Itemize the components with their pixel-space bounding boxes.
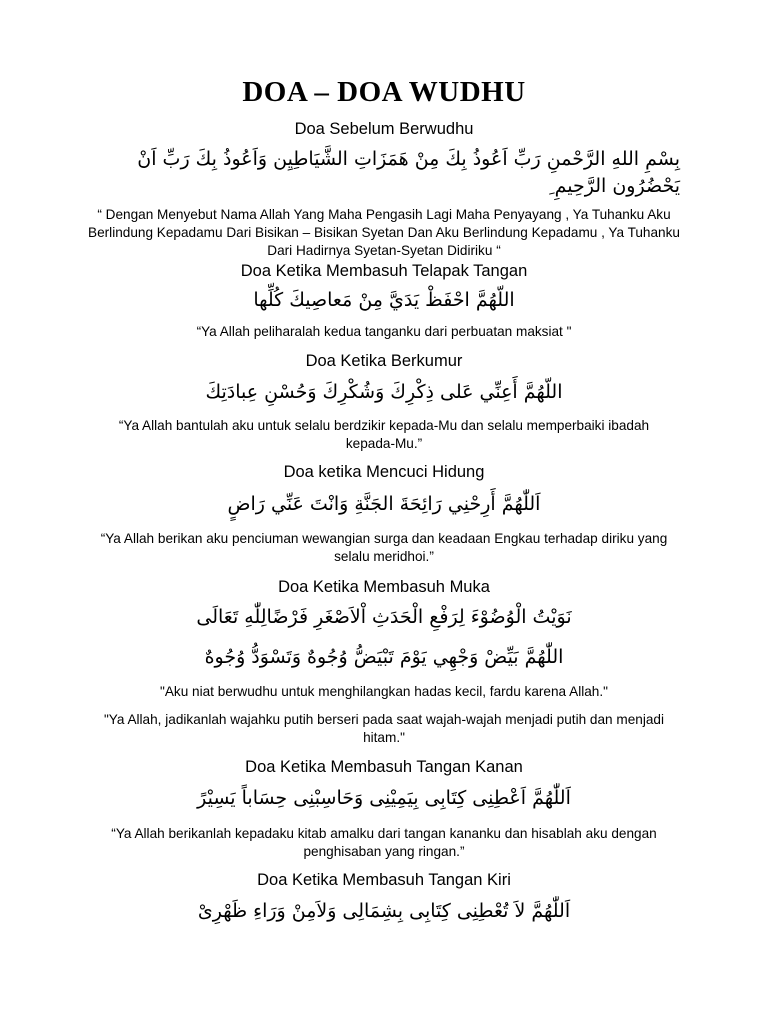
translation-text: “Ya Allah peliharalah kedua tanganku dari perbuatan maksiat " [196, 324, 572, 339]
arabic-text: اَللّٰهُمَّ لاَ تُعْطِنِى كِتَابِى بِشِمَالِى وَلاَمِنْ وَرَاءِ ظَهْرِىْ [197, 900, 571, 922]
translation-text: “Ya Allah bantulah aku untuk selalu berdzikir kepada-Mu dan selalu memperbaiki ibadah kepada-Mu.” [118, 418, 650, 451]
arabic-text-doa-muka: اللّٰهُمَّ بَيِّضْ وَجْهِي يَوْمَ تَبْيَضُّ وُجُوهٌ وَتَسْوَدُّ وُجُوهٌ [204, 646, 564, 668]
section-heading-telapak-tangan: Doa Ketika Membasuh Telapak Tangan [240, 262, 528, 280]
arabic-text: بِسْمِ اللهِ الرَّحْمنِ رَبِّ اَعُوذُ بِكَ مِنْ هَمَزَاتِ الشَّيَاطِيِن وَاَعُوذُ بِكَ رَبِّ اَنْ يَحْضُرُون الرَّحِيمِ ِ [137, 148, 680, 197]
translation-text: “ Dengan Menyebut Nama Allah Yang Maha Pengasih Lagi Maha Penyayang , Ya Tuhanku Aku Berlindung Kepadamu Dari Bisikan – Bisikan Syetan Dan Aku Berlindung Kepadamu , Ya Tuhanku Dari Hadirnya Syetan-Syetan Didiriku “ [88, 207, 680, 258]
translation-text: “Ya Allah berikanlah kepadaku kitab amalku dari tangan kananku dan hisablah aku dengan penghisaban yang ringan.” [111, 826, 657, 859]
translation-text-niat: "Aku niat berwudhu untuk menghilangkan hadas kecil, fardu karena Allah." [160, 684, 608, 699]
section-heading-tangan-kanan: Doa Ketika Membasuh Tangan Kanan [245, 758, 523, 776]
arabic-text-niat: نَوَيْتُ الْوُضُوْءَ لِرَفْعِ الْحَدَثِ اْلاَصْغَرِ فَرْضًالِلّٰهِ تَعَالَى [196, 606, 572, 628]
translation-text: “Ya Allah berikan aku penciuman wewangian surga dan keadaan Engkau terhadap diriku yang selalu meridhoi.” [100, 531, 668, 564]
section-heading-membasuh-muka: Doa Ketika Membasuh Muka [278, 578, 490, 596]
section-heading-mencuci-hidung: Doa ketika Mencuci Hidung [283, 463, 485, 481]
section-heading-sebelum-berwudhu: Doa Sebelum Berwudhu [294, 120, 474, 138]
arabic-text: اللّهُمَّ احْفَظْ يَدَيَّ مِنْ مَعاصِيكَ كُلِّها [253, 289, 515, 311]
page-title: DOA – DOA WUDHU [242, 76, 526, 108]
section-heading-tangan-kiri: Doa Ketika Membasuh Tangan Kiri [257, 871, 511, 889]
arabic-text: اَللّٰهُمَّ أَرِحْنِي رَائِحَةَ الجَنَّةِ وَانْتَ عَنِّي رَاضٍ [227, 493, 541, 515]
translation-text-doa-muka: "Ya Allah, jadikanlah wajahku putih berseri pada saat wajah-wajah menjadi putih dan menjadi hitam." [103, 712, 664, 745]
section-heading-berkumur: Doa Ketika Berkumur [305, 352, 463, 370]
arabic-text: اللّهُمَّ أَعِنِّي عَلى ذِكْرِكَ وَشُكْرِكَ وَحُسْنِ عِبادَتِكَ [205, 381, 563, 403]
arabic-text: اَللّٰهُمَّ اَعْطِنِى كِتَابِى بِيَمِيْنِى وَحَاسِبْنِى حِسَاباً يَسِيْرً [197, 787, 571, 809]
